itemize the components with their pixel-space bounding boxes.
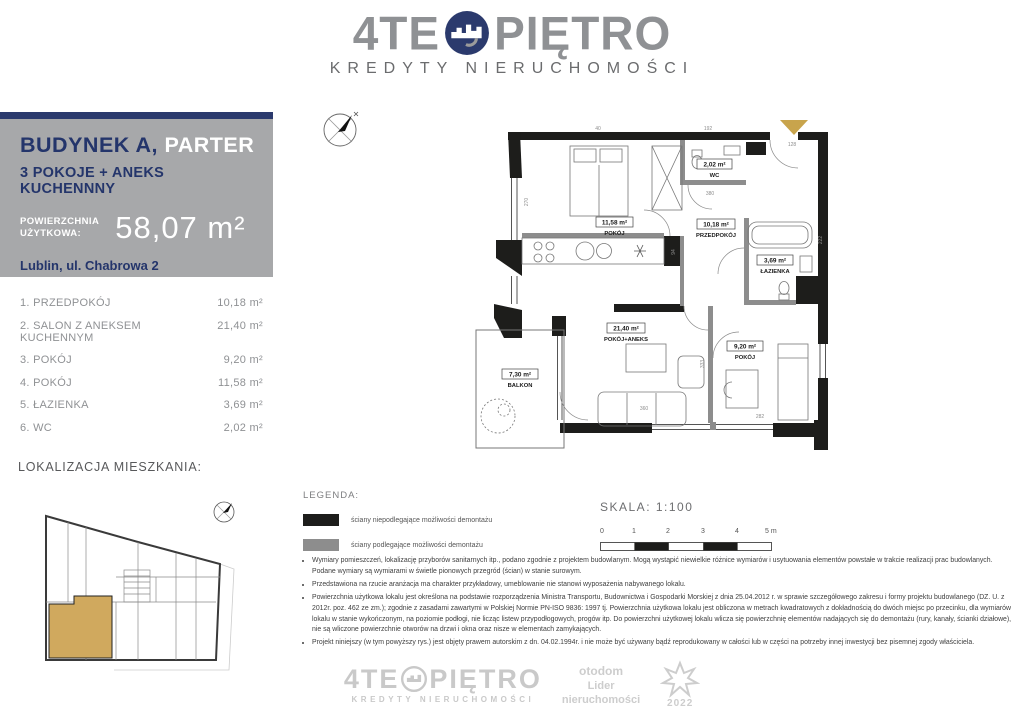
room-row — [20, 320, 263, 344]
room-row — [20, 377, 263, 389]
room-area: 3,69 m² — [223, 399, 263, 411]
room-label-area: 10,18 m² — [703, 221, 729, 229]
building-floor: PARTER — [158, 133, 255, 157]
location-minimap — [16, 482, 256, 682]
table-icon — [626, 344, 704, 388]
scale-tick: 3 — [701, 528, 705, 535]
sidebar-panel — [0, 112, 273, 687]
room-label-area: 3,69 m² — [763, 257, 787, 265]
footer-award-otodom — [562, 664, 640, 706]
scale-tick: 5 m — [765, 528, 777, 535]
room-area: 10,18 m² — [217, 297, 263, 309]
logo-text-4te: 4TE — [352, 6, 441, 60]
room-area: 21,40 m² — [217, 319, 263, 332]
dim-label: 333 — [700, 359, 706, 369]
wardrobe-icon — [652, 146, 682, 210]
bed2-icon — [778, 344, 808, 420]
building-name: BUDYNEK A, — [20, 133, 158, 157]
scale-tick: 4 — [735, 528, 739, 535]
footer-logo-subtitle: KREDYTY NIERUCHOMOŚCI — [351, 694, 535, 704]
room-name: 2. SALON Z ANEKSEM KUCHENNYM — [20, 319, 141, 344]
header-logo — [0, 6, 1024, 78]
dim-label: 128 — [787, 142, 797, 148]
legend-block — [303, 490, 492, 551]
footer-award-line2: Lider — [587, 679, 615, 692]
room-area: 2,02 m² — [223, 421, 263, 434]
footer-award-line1: otodom — [579, 663, 624, 678]
scale-tick: 1 — [632, 528, 636, 535]
room-label-balkon — [502, 369, 538, 389]
legend-item — [303, 539, 492, 551]
footer-award-line3: nieruchomości — [561, 693, 641, 706]
logo-text-pietro: PIĘTRO — [494, 6, 672, 60]
room-area: 11,58 m² — [218, 376, 263, 389]
disclaimer-item: • Wymiary pomieszczeń, lokalizację przyborów sanitarnych itp., podano zgodnie z projektem budowlanym. Mogą wystąpić niewielkie różnice wymiarów i usytuowania elementów powstałe w trakcie realizacji prac budowlanych. Podane wymiary są wymiarami w świetle pionowych przegród (ścian) w stanie surowym. — [312, 556, 1018, 577]
legend-item — [303, 514, 492, 526]
legend-heading: LEGENDA: — [303, 490, 360, 501]
dim-label: 270 — [524, 197, 530, 207]
room-list — [0, 277, 273, 434]
room-row — [20, 399, 263, 411]
footer-logo-text-4te: 4TE — [343, 663, 400, 694]
room-labels — [502, 159, 793, 389]
footer-award-year: 2022 — [667, 698, 694, 709]
walls-demountable — [522, 140, 796, 430]
dim-label: 222 — [818, 235, 824, 245]
room-name: 4. POKÓJ — [20, 376, 72, 389]
room-label-pokoj2 — [727, 341, 763, 361]
logo-subtitle: KREDYTY NIERUCHOMOŚCI — [329, 60, 695, 77]
layout-line: 3 POKOJE + ANEKS KUCHENNNY — [20, 165, 165, 197]
footer-logo-building-icon — [401, 666, 427, 692]
dim-label: 40 — [595, 126, 601, 132]
room-name: 5. ŁAZIENKA — [20, 399, 89, 411]
sidebar-info-box — [0, 119, 273, 277]
building-title — [20, 133, 257, 158]
scale-bar — [600, 542, 772, 551]
balcony-outline — [476, 330, 564, 448]
scale-tick: 2 — [666, 528, 670, 535]
logo-building-icon — [444, 10, 490, 56]
room-label-area: 11,58 m² — [601, 219, 628, 227]
footer-logo-text-pietro: PIĘTRO — [429, 663, 542, 694]
dim-label: 360 — [639, 406, 649, 412]
room-label-przedpokoj — [696, 219, 736, 239]
room-label-name: POKÓJ — [734, 355, 756, 361]
legend-label: ściany niepodlegające możliwości demontażu — [351, 516, 493, 524]
room-label-name: BALKON — [507, 383, 533, 389]
furniture — [481, 146, 812, 433]
disclaimer-item: • Powierzchnia użytkowa lokalu jest określona na podstawie rozporządzenia Ministra Transportu, Budownictwa i Gospodarki Morskiej z dnia 25.04.2012 r. w sprawie szczegółowego zakresu i formy projektu budowlanego (DZ. U. z 2012r. poz. 462 ze zm.); zgodnie z zasadami zawartymi w Polskiej Normie PN-ISO 9836: 1997 tj. Powierzchnia użytkowa lokalu jest obliczona w metrach kwadratowych z dokładnością do dwóch miejsc po przecinku, dla wymiarów lokalu w stanie wykończonym, na poziomie podłogi, nie licząc listew przypodłogowych, progów itp. Do powierzchni użytkowej lokalu wlicza się powierzchnię elementów nadających się do demontażu (rury, kanały, ścianki działowe), nie są wliczone powierzchnie otworów na drzwi i okna oraz nisze w elementach zamykających. — [312, 593, 1018, 636]
dim-label: 282 — [755, 414, 765, 420]
scale-ticks — [600, 528, 780, 538]
legend-swatch-demountable — [303, 539, 339, 551]
room-label-lazienka — [757, 255, 793, 275]
desk-icon — [724, 370, 758, 408]
footer-logo — [343, 663, 542, 704]
disclaimer-list — [300, 556, 1018, 652]
room-label-area: 2,02 m² — [703, 161, 726, 169]
bed-icon — [570, 146, 628, 216]
dim-label: 380 — [705, 191, 715, 197]
kitchen-counter-icon — [522, 238, 664, 264]
plant-icon — [481, 399, 515, 433]
area-value: 58,07 m² — [115, 210, 246, 245]
apartment-highlight — [49, 596, 112, 658]
legend-label: ściany podlegające możliwości demontażu — [351, 541, 483, 549]
area-label-line1: POWIERZCHNIA — [20, 216, 100, 227]
room-label-name: PRZEDPOKÓJ — [696, 233, 736, 239]
floorplan — [448, 120, 830, 470]
room-label-area: 9,20 m² — [733, 343, 757, 351]
dim-label: 94 — [671, 249, 677, 255]
room-label-salon — [604, 323, 648, 343]
room-label-area: 7,30 m² — [508, 371, 532, 379]
location-heading: LOKALIZACJA MIESZKANIA: — [18, 459, 202, 474]
dim-label: 192 — [703, 126, 713, 132]
area-label — [20, 210, 99, 241]
scale-block — [600, 500, 780, 556]
room-label-area: 21,40 m² — [613, 325, 639, 333]
room-row — [20, 297, 263, 309]
room-area: 9,20 m² — [223, 354, 263, 366]
room-label-name: ŁAZIENKA — [760, 269, 790, 275]
room-name: 6. WC — [20, 421, 53, 434]
room-row — [20, 354, 263, 366]
address-line: Lublin, ul. Chabrowa 2 — [20, 258, 159, 273]
minimap-compass-icon — [214, 502, 234, 522]
room-label-wc — [697, 159, 732, 179]
area-block — [20, 210, 257, 246]
disclaimer-item: • Przedstawiona na rzucie aranżacja ma charakter przykładowy, umeblowanie nie stanowi wyposażenia nabywanego lokalu. — [312, 580, 1018, 591]
disclaimer-item: • Projekt niniejszy (w tym powyższy rys.) jest objęty prawem autorskim z dn. 04.02.1994r. i nie może być używany bądź reprodukowany w całości lub w części na potrzeby innej inwestycji bez pisemnej zgody właściciela. — [312, 638, 1018, 649]
scale-tick: 0 — [600, 528, 604, 535]
room-name: 3. POKÓJ — [20, 354, 72, 366]
compass-icon — [314, 104, 366, 156]
room-name: 1. PRZEDPOKÓJ — [20, 297, 111, 309]
sidebar-accent-bar — [0, 112, 273, 119]
room-row — [20, 422, 263, 434]
door-arcs — [560, 140, 798, 420]
scale-label: SKALA: 1:100 — [600, 500, 694, 514]
footer-award-star-icon — [660, 660, 700, 700]
legend-swatch-solid — [303, 514, 339, 526]
room-label-name: POKÓJ — [604, 231, 625, 237]
area-label-line2: UŻYTKOWA: — [20, 228, 82, 240]
footer-award-badge — [660, 660, 700, 709]
footer-logos — [343, 660, 697, 709]
room-label-name: POKÓJ+ANEKS — [604, 337, 648, 343]
room-label-name: WC — [709, 173, 720, 179]
